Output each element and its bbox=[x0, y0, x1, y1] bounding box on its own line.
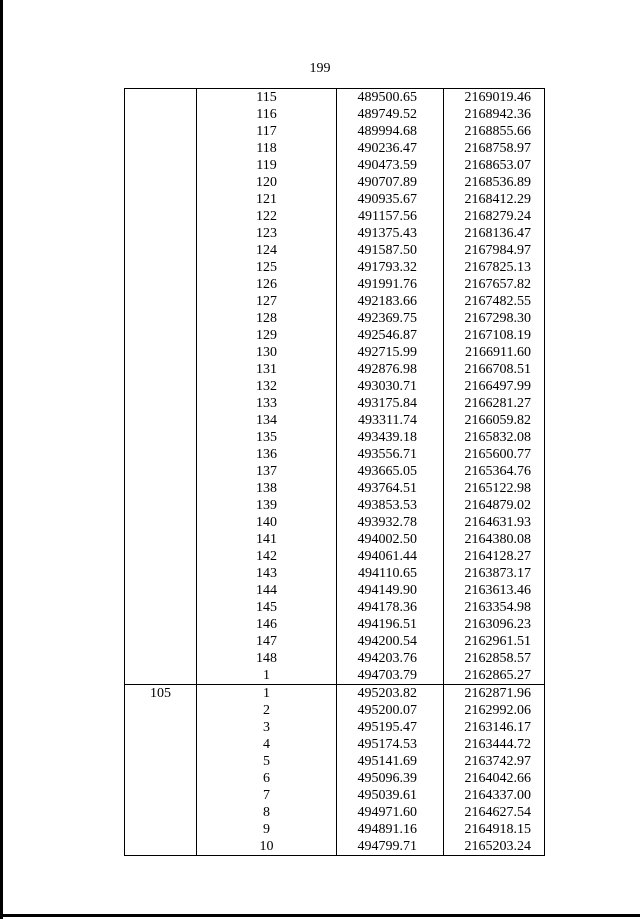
group-cell bbox=[125, 514, 197, 531]
point-number-cell: 133 bbox=[197, 395, 337, 412]
point-number-cell: 8 bbox=[197, 804, 337, 821]
table-row bbox=[125, 719, 545, 736]
group-cell bbox=[125, 770, 197, 787]
point-number-cell: 144 bbox=[197, 582, 337, 599]
table-row bbox=[125, 582, 545, 599]
group-cell bbox=[125, 650, 197, 667]
y-coordinate-cell: 2166281.27 bbox=[444, 395, 545, 412]
table-row bbox=[125, 225, 545, 242]
point-number-cell: 140 bbox=[197, 514, 337, 531]
group-cell bbox=[125, 242, 197, 259]
group-cell bbox=[125, 327, 197, 344]
page-number: 199 bbox=[309, 61, 331, 76]
point-number-cell: 1 bbox=[197, 685, 337, 703]
table-row bbox=[125, 157, 545, 174]
group-cell bbox=[125, 208, 197, 225]
group-cell bbox=[125, 395, 197, 412]
group-cell: 105 bbox=[125, 685, 197, 703]
point-number-cell: 126 bbox=[197, 276, 337, 293]
group-cell bbox=[125, 702, 197, 719]
y-coordinate-cell: 2163354.98 bbox=[444, 599, 545, 616]
y-coordinate-cell: 2165203.24 bbox=[444, 838, 545, 856]
point-number-cell: 130 bbox=[197, 344, 337, 361]
point-number-cell: 143 bbox=[197, 565, 337, 582]
point-number-cell: 9 bbox=[197, 821, 337, 838]
x-coordinate-cell: 490236.47 bbox=[337, 140, 444, 157]
x-coordinate-cell: 492876.98 bbox=[337, 361, 444, 378]
point-number-cell: 115 bbox=[197, 89, 337, 107]
x-coordinate-cell: 493556.71 bbox=[337, 446, 444, 463]
point-number-cell: 147 bbox=[197, 633, 337, 650]
point-number-cell: 128 bbox=[197, 310, 337, 327]
point-number-cell: 146 bbox=[197, 616, 337, 633]
point-number-cell: 123 bbox=[197, 225, 337, 242]
y-coordinate-cell: 2163146.17 bbox=[444, 719, 545, 736]
x-coordinate-cell: 492369.75 bbox=[337, 310, 444, 327]
point-number-cell: 135 bbox=[197, 429, 337, 446]
table-row bbox=[125, 310, 545, 327]
group-cell bbox=[125, 378, 197, 395]
point-number-cell: 118 bbox=[197, 140, 337, 157]
x-coordinate-cell: 489500.65 bbox=[337, 89, 444, 107]
point-number-cell: 139 bbox=[197, 497, 337, 514]
x-coordinate-cell: 491587.50 bbox=[337, 242, 444, 259]
x-coordinate-cell: 494002.50 bbox=[337, 531, 444, 548]
group-cell bbox=[125, 174, 197, 191]
group-cell bbox=[125, 838, 197, 856]
table-row bbox=[125, 191, 545, 208]
group-cell bbox=[125, 753, 197, 770]
x-coordinate-cell: 494110.65 bbox=[337, 565, 444, 582]
table-row bbox=[125, 514, 545, 531]
y-coordinate-cell: 2164128.27 bbox=[444, 548, 545, 565]
table-row bbox=[125, 531, 545, 548]
point-number-cell: 5 bbox=[197, 753, 337, 770]
table-row bbox=[125, 327, 545, 344]
group-cell bbox=[125, 106, 197, 123]
x-coordinate-cell: 493030.71 bbox=[337, 378, 444, 395]
point-number-cell: 138 bbox=[197, 480, 337, 497]
point-number-cell: 124 bbox=[197, 242, 337, 259]
group-cell bbox=[125, 140, 197, 157]
x-coordinate-cell: 493175.84 bbox=[337, 395, 444, 412]
y-coordinate-cell: 2165600.77 bbox=[444, 446, 545, 463]
table-row bbox=[125, 123, 545, 140]
y-coordinate-cell: 2162858.57 bbox=[444, 650, 545, 667]
y-coordinate-cell: 2162865.27 bbox=[444, 667, 545, 685]
group-cell bbox=[125, 531, 197, 548]
group-cell bbox=[125, 565, 197, 582]
table-row bbox=[125, 463, 545, 480]
x-coordinate-cell: 494799.71 bbox=[337, 838, 444, 856]
table-row bbox=[125, 344, 545, 361]
x-coordinate-cell: 494891.16 bbox=[337, 821, 444, 838]
table-row bbox=[125, 821, 545, 838]
x-coordinate-cell: 493932.78 bbox=[337, 514, 444, 531]
point-number-cell: 129 bbox=[197, 327, 337, 344]
table-row bbox=[125, 412, 545, 429]
group-cell bbox=[125, 259, 197, 276]
y-coordinate-cell: 2166497.99 bbox=[444, 378, 545, 395]
group-cell bbox=[125, 344, 197, 361]
x-coordinate-cell: 494971.60 bbox=[337, 804, 444, 821]
y-coordinate-cell: 2162871.96 bbox=[444, 685, 545, 703]
table-row bbox=[125, 650, 545, 667]
group-cell bbox=[125, 191, 197, 208]
x-coordinate-cell: 495174.53 bbox=[337, 736, 444, 753]
x-coordinate-cell: 491375.43 bbox=[337, 225, 444, 242]
y-coordinate-cell: 2167825.13 bbox=[444, 259, 545, 276]
point-number-cell: 134 bbox=[197, 412, 337, 429]
point-number-cell: 145 bbox=[197, 599, 337, 616]
table-row bbox=[125, 395, 545, 412]
x-coordinate-cell: 495200.07 bbox=[337, 702, 444, 719]
table-row bbox=[125, 208, 545, 225]
y-coordinate-cell: 2167482.55 bbox=[444, 293, 545, 310]
group-cell bbox=[125, 599, 197, 616]
x-coordinate-cell: 489994.68 bbox=[337, 123, 444, 140]
point-number-cell: 6 bbox=[197, 770, 337, 787]
table-row bbox=[125, 429, 545, 446]
x-coordinate-cell: 490707.89 bbox=[337, 174, 444, 191]
group-cell bbox=[125, 582, 197, 599]
x-coordinate-cell: 491157.56 bbox=[337, 208, 444, 225]
y-coordinate-cell: 2168136.47 bbox=[444, 225, 545, 242]
x-coordinate-cell: 490935.67 bbox=[337, 191, 444, 208]
group-cell bbox=[125, 157, 197, 174]
x-coordinate-cell: 494200.54 bbox=[337, 633, 444, 650]
y-coordinate-cell: 2164337.00 bbox=[444, 787, 545, 804]
table-row bbox=[125, 106, 545, 123]
table-row bbox=[125, 633, 545, 650]
table-row bbox=[125, 736, 545, 753]
point-number-cell: 122 bbox=[197, 208, 337, 225]
table-row bbox=[125, 804, 545, 821]
table-row bbox=[125, 361, 545, 378]
y-coordinate-cell: 2167657.82 bbox=[444, 276, 545, 293]
group-cell bbox=[125, 616, 197, 633]
group-cell bbox=[125, 548, 197, 565]
group-cell bbox=[125, 480, 197, 497]
point-number-cell: 127 bbox=[197, 293, 337, 310]
y-coordinate-cell: 2167108.19 bbox=[444, 327, 545, 344]
y-coordinate-cell: 2168536.89 bbox=[444, 174, 545, 191]
table-row bbox=[125, 480, 545, 497]
table-row bbox=[125, 293, 545, 310]
y-coordinate-cell: 2163444.72 bbox=[444, 736, 545, 753]
x-coordinate-cell: 494061.44 bbox=[337, 548, 444, 565]
x-coordinate-cell: 492546.87 bbox=[337, 327, 444, 344]
group-cell bbox=[125, 736, 197, 753]
table-row bbox=[125, 753, 545, 770]
group-cell bbox=[125, 276, 197, 293]
table-row bbox=[125, 599, 545, 616]
y-coordinate-cell: 2164627.54 bbox=[444, 804, 545, 821]
table-row bbox=[125, 565, 545, 582]
y-coordinate-cell: 2162961.51 bbox=[444, 633, 545, 650]
group-cell bbox=[125, 89, 197, 107]
group-cell bbox=[125, 310, 197, 327]
point-number-cell: 148 bbox=[197, 650, 337, 667]
group-cell bbox=[125, 633, 197, 650]
group-cell bbox=[125, 667, 197, 685]
table-row bbox=[125, 702, 545, 719]
y-coordinate-cell: 2167298.30 bbox=[444, 310, 545, 327]
y-coordinate-cell: 2163873.17 bbox=[444, 565, 545, 582]
y-coordinate-cell: 2162992.06 bbox=[444, 702, 545, 719]
y-coordinate-cell: 2164631.93 bbox=[444, 514, 545, 531]
table-row bbox=[125, 667, 545, 685]
y-coordinate-cell: 2166911.60 bbox=[444, 344, 545, 361]
y-coordinate-cell: 2166708.51 bbox=[444, 361, 545, 378]
x-coordinate-cell: 489749.52 bbox=[337, 106, 444, 123]
group-cell bbox=[125, 463, 197, 480]
point-number-cell: 1 bbox=[197, 667, 337, 685]
y-coordinate-cell: 2169019.46 bbox=[444, 89, 545, 107]
table-row bbox=[125, 242, 545, 259]
x-coordinate-cell: 494149.90 bbox=[337, 582, 444, 599]
y-coordinate-cell: 2164380.08 bbox=[444, 531, 545, 548]
x-coordinate-cell: 493665.05 bbox=[337, 463, 444, 480]
x-coordinate-cell: 493764.51 bbox=[337, 480, 444, 497]
point-number-cell: 142 bbox=[197, 548, 337, 565]
table-row bbox=[125, 787, 545, 804]
point-number-cell: 3 bbox=[197, 719, 337, 736]
x-coordinate-cell: 495141.69 bbox=[337, 753, 444, 770]
x-coordinate-cell: 492715.99 bbox=[337, 344, 444, 361]
group-cell bbox=[125, 361, 197, 378]
y-coordinate-cell: 2164879.02 bbox=[444, 497, 545, 514]
table-row bbox=[125, 378, 545, 395]
table-row bbox=[125, 497, 545, 514]
point-number-cell: 10 bbox=[197, 838, 337, 856]
table-row bbox=[125, 446, 545, 463]
group-cell bbox=[125, 293, 197, 310]
y-coordinate-cell: 2168758.97 bbox=[444, 140, 545, 157]
point-number-cell: 119 bbox=[197, 157, 337, 174]
x-coordinate-cell: 493311.74 bbox=[337, 412, 444, 429]
table-row bbox=[125, 548, 545, 565]
point-number-cell: 7 bbox=[197, 787, 337, 804]
y-coordinate-cell: 2163742.97 bbox=[444, 753, 545, 770]
table-row bbox=[125, 838, 545, 856]
group-cell bbox=[125, 412, 197, 429]
x-coordinate-cell: 493439.18 bbox=[337, 429, 444, 446]
x-coordinate-cell: 493853.53 bbox=[337, 497, 444, 514]
table-row bbox=[125, 616, 545, 633]
y-coordinate-cell: 2167984.97 bbox=[444, 242, 545, 259]
table-row bbox=[125, 685, 545, 703]
group-cell bbox=[125, 497, 197, 514]
point-number-cell: 4 bbox=[197, 736, 337, 753]
point-number-cell: 2 bbox=[197, 702, 337, 719]
group-cell bbox=[125, 123, 197, 140]
y-coordinate-cell: 2165364.76 bbox=[444, 463, 545, 480]
group-cell bbox=[125, 446, 197, 463]
point-number-cell: 132 bbox=[197, 378, 337, 395]
table-row bbox=[125, 174, 545, 191]
x-coordinate-cell: 491793.32 bbox=[337, 259, 444, 276]
group-cell bbox=[125, 821, 197, 838]
x-coordinate-cell: 494196.51 bbox=[337, 616, 444, 633]
point-number-cell: 121 bbox=[197, 191, 337, 208]
table-row bbox=[125, 276, 545, 293]
page-bottom-edge bbox=[0, 914, 640, 917]
x-coordinate-cell: 495203.82 bbox=[337, 685, 444, 703]
x-coordinate-cell: 495195.47 bbox=[337, 719, 444, 736]
point-number-cell: 125 bbox=[197, 259, 337, 276]
y-coordinate-cell: 2168412.29 bbox=[444, 191, 545, 208]
x-coordinate-cell: 492183.66 bbox=[337, 293, 444, 310]
y-coordinate-cell: 2168855.66 bbox=[444, 123, 545, 140]
point-number-cell: 141 bbox=[197, 531, 337, 548]
group-cell bbox=[125, 804, 197, 821]
x-coordinate-cell: 495096.39 bbox=[337, 770, 444, 787]
y-coordinate-cell: 2168279.24 bbox=[444, 208, 545, 225]
group-cell bbox=[125, 787, 197, 804]
x-coordinate-cell: 490473.59 bbox=[337, 157, 444, 174]
table-row bbox=[125, 259, 545, 276]
y-coordinate-cell: 2165122.98 bbox=[444, 480, 545, 497]
y-coordinate-cell: 2165832.08 bbox=[444, 429, 545, 446]
group-cell bbox=[125, 429, 197, 446]
y-coordinate-cell: 2164918.15 bbox=[444, 821, 545, 838]
y-coordinate-cell: 2168653.07 bbox=[444, 157, 545, 174]
y-coordinate-cell: 2168942.36 bbox=[444, 106, 545, 123]
table-row bbox=[125, 140, 545, 157]
y-coordinate-cell: 2164042.66 bbox=[444, 770, 545, 787]
y-coordinate-cell: 2166059.82 bbox=[444, 412, 545, 429]
coordinates-table bbox=[124, 88, 545, 856]
x-coordinate-cell: 494703.79 bbox=[337, 667, 444, 685]
group-cell bbox=[125, 719, 197, 736]
y-coordinate-cell: 2163613.46 bbox=[444, 582, 545, 599]
point-number-cell: 136 bbox=[197, 446, 337, 463]
point-number-cell: 137 bbox=[197, 463, 337, 480]
x-coordinate-cell: 494178.36 bbox=[337, 599, 444, 616]
coordinates-table-body bbox=[125, 89, 545, 856]
y-coordinate-cell: 2163096.23 bbox=[444, 616, 545, 633]
point-number-cell: 117 bbox=[197, 123, 337, 140]
point-number-cell: 116 bbox=[197, 106, 337, 123]
x-coordinate-cell: 495039.61 bbox=[337, 787, 444, 804]
table-row bbox=[125, 89, 545, 107]
page-left-edge bbox=[0, 0, 3, 919]
group-cell bbox=[125, 225, 197, 242]
x-coordinate-cell: 491991.76 bbox=[337, 276, 444, 293]
x-coordinate-cell: 494203.76 bbox=[337, 650, 444, 667]
table-row bbox=[125, 770, 545, 787]
point-number-cell: 131 bbox=[197, 361, 337, 378]
point-number-cell: 120 bbox=[197, 174, 337, 191]
